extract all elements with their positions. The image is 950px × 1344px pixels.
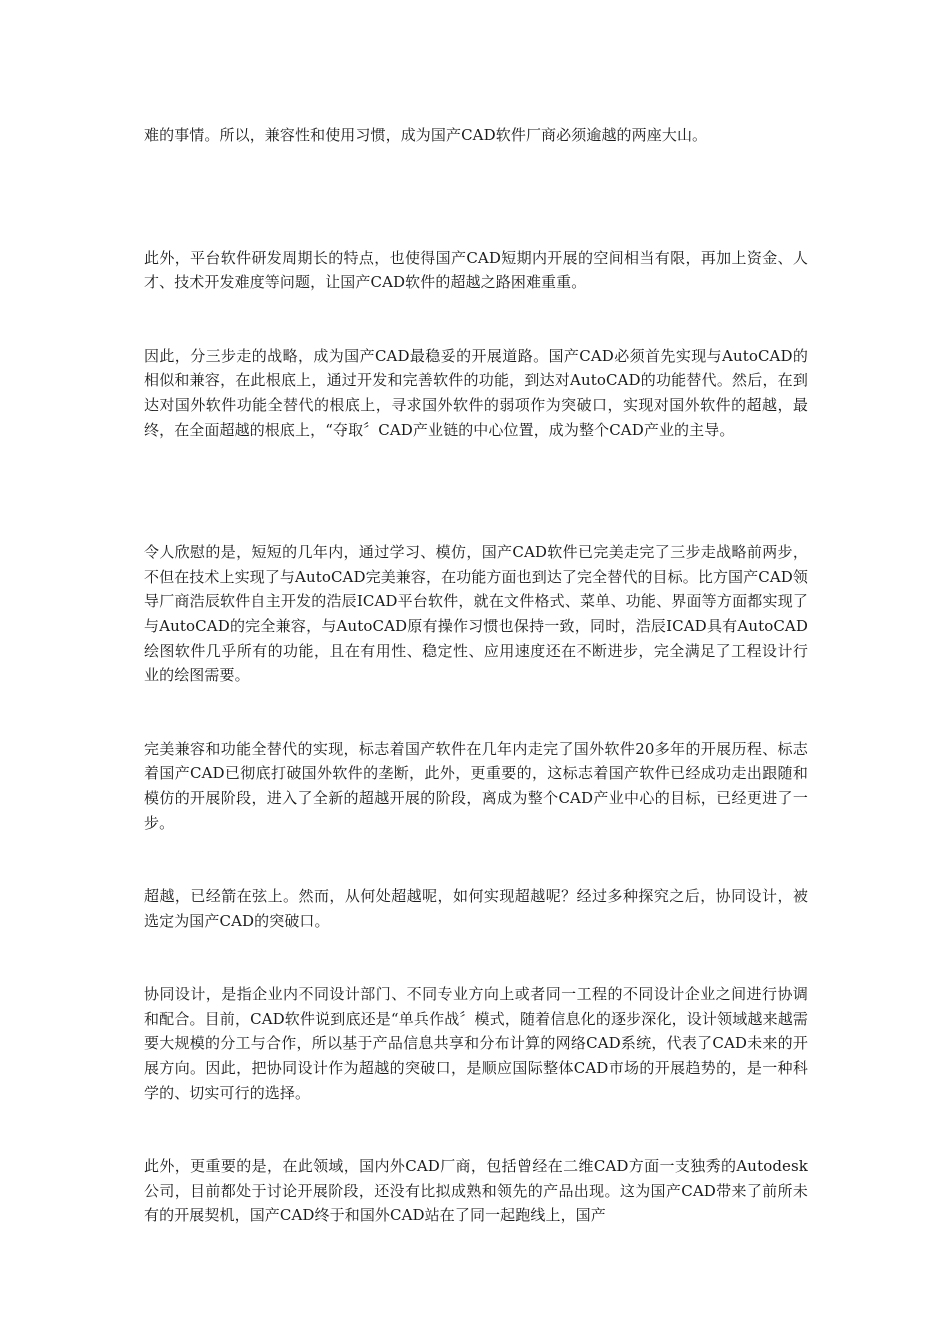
paragraph-5: 完美兼容和功能全替代的实现，标志着国产软件在几年内走完了国外软件20多年的开展历程、标志着国产CAD已彻底打破国外软件的垄断，此外，更重要的，这标志着国产软件已经成功走出跟随和模仿的开展阶段，进入了全新的超越开展的阶段，离成为整个CAD产业中心的目标，已经更进了一步。 [144,739,808,832]
paragraph-spacer [144,835,808,884]
paragraph-spacer [144,688,808,737]
paragraph-spacer [144,148,808,246]
paragraph-6: 超越，已经箭在弦上。然而，从何处超越呢，如何实现超越呢？经过多种探究之后，协同设计，被选定为国产CAD的突破口。 [144,887,808,930]
paragraph-spacer [144,442,808,540]
paragraph-4: 令人欣慰的是，短短的几年内，通过学习、模仿，国产CAD软件已完美走完了三步走战略前两步，不但在技术上实现了与AutoCAD完美兼容，在功能方面也到达了完全替代的目标。比方国产CAD领导厂商浩辰软件自主开发的浩辰ICAD平台软件，就在文件格式、菜单、功能、界面等方面都实现了与AutoCAD的完全兼容，与AutoCAD原有操作习惯也保持一致，同时，浩辰ICAD具有AutoCAD绘图软件几乎所有的功能，且在有用性、稳定性、应用速度还在不断进步，完全满足了工程设计行业的绘图需要。 [144,543,808,685]
paragraph-8: 此外，更重要的是，在此领域，国内外CAD厂商，包括曾经在二维CAD方面一支独秀的Autodesk公司，目前都处于讨论开展阶段，还没有比拟成熟和领先的产品出现。这为国产CAD带来了前所未有的开展契机，国产CAD终于和国外CAD站在了同一起跑线上，国产 [144,1157,808,1225]
paragraph-3: 因此，分三步走的战略，成为国产CAD最稳妥的开展道路。国产CAD必须首先实现与AutoCAD的相似和兼容，在此根底上，通过开发和完善软件的功能，到达对AutoCAD的功能替代。然后，在到达对国外软件功能全替代的根底上，寻求国外软件的弱项作为突破口，实现对国外软件的超越，最终，在全面超越的根底上，“夺取〞CAD产业链的中心位置，成为整个CAD产业的主导。 [144,346,808,439]
paragraph-1: 难的事情。所以，兼容性和使用习惯，成为国产CAD软件厂商必须逾越的两座大山。 [144,126,708,144]
paragraph-7: 协同设计，是指企业内不同设计部门、不同专业方向上或者同一工程的不同设计企业之间进行协调和配合。目前，CAD软件说到底还是“单兵作战〞模式，随着信息化的逐步深化，设计领域越来越需要大规模的分工与合作，所以基于产品信息共享和分布计算的网络CAD系统，代表了CAD未来的开展方向。因此，把协同设计作为超越的突破口，是顺应国际整体CAD市场的开展趋势的，是一种科学的、切实可行的选择。 [144,985,808,1102]
paragraph-spacer [144,295,808,344]
paragraph-spacer [144,933,808,982]
document-body [144,123,808,1228]
paragraph-spacer [144,1105,808,1154]
paragraph-2: 此外，平台软件研发周期长的特点，也使得国产CAD短期内开展的空间相当有限，再加上资金、人才、技术开发难度等问题，让国产CAD软件的超越之路困难重重。 [144,248,808,292]
